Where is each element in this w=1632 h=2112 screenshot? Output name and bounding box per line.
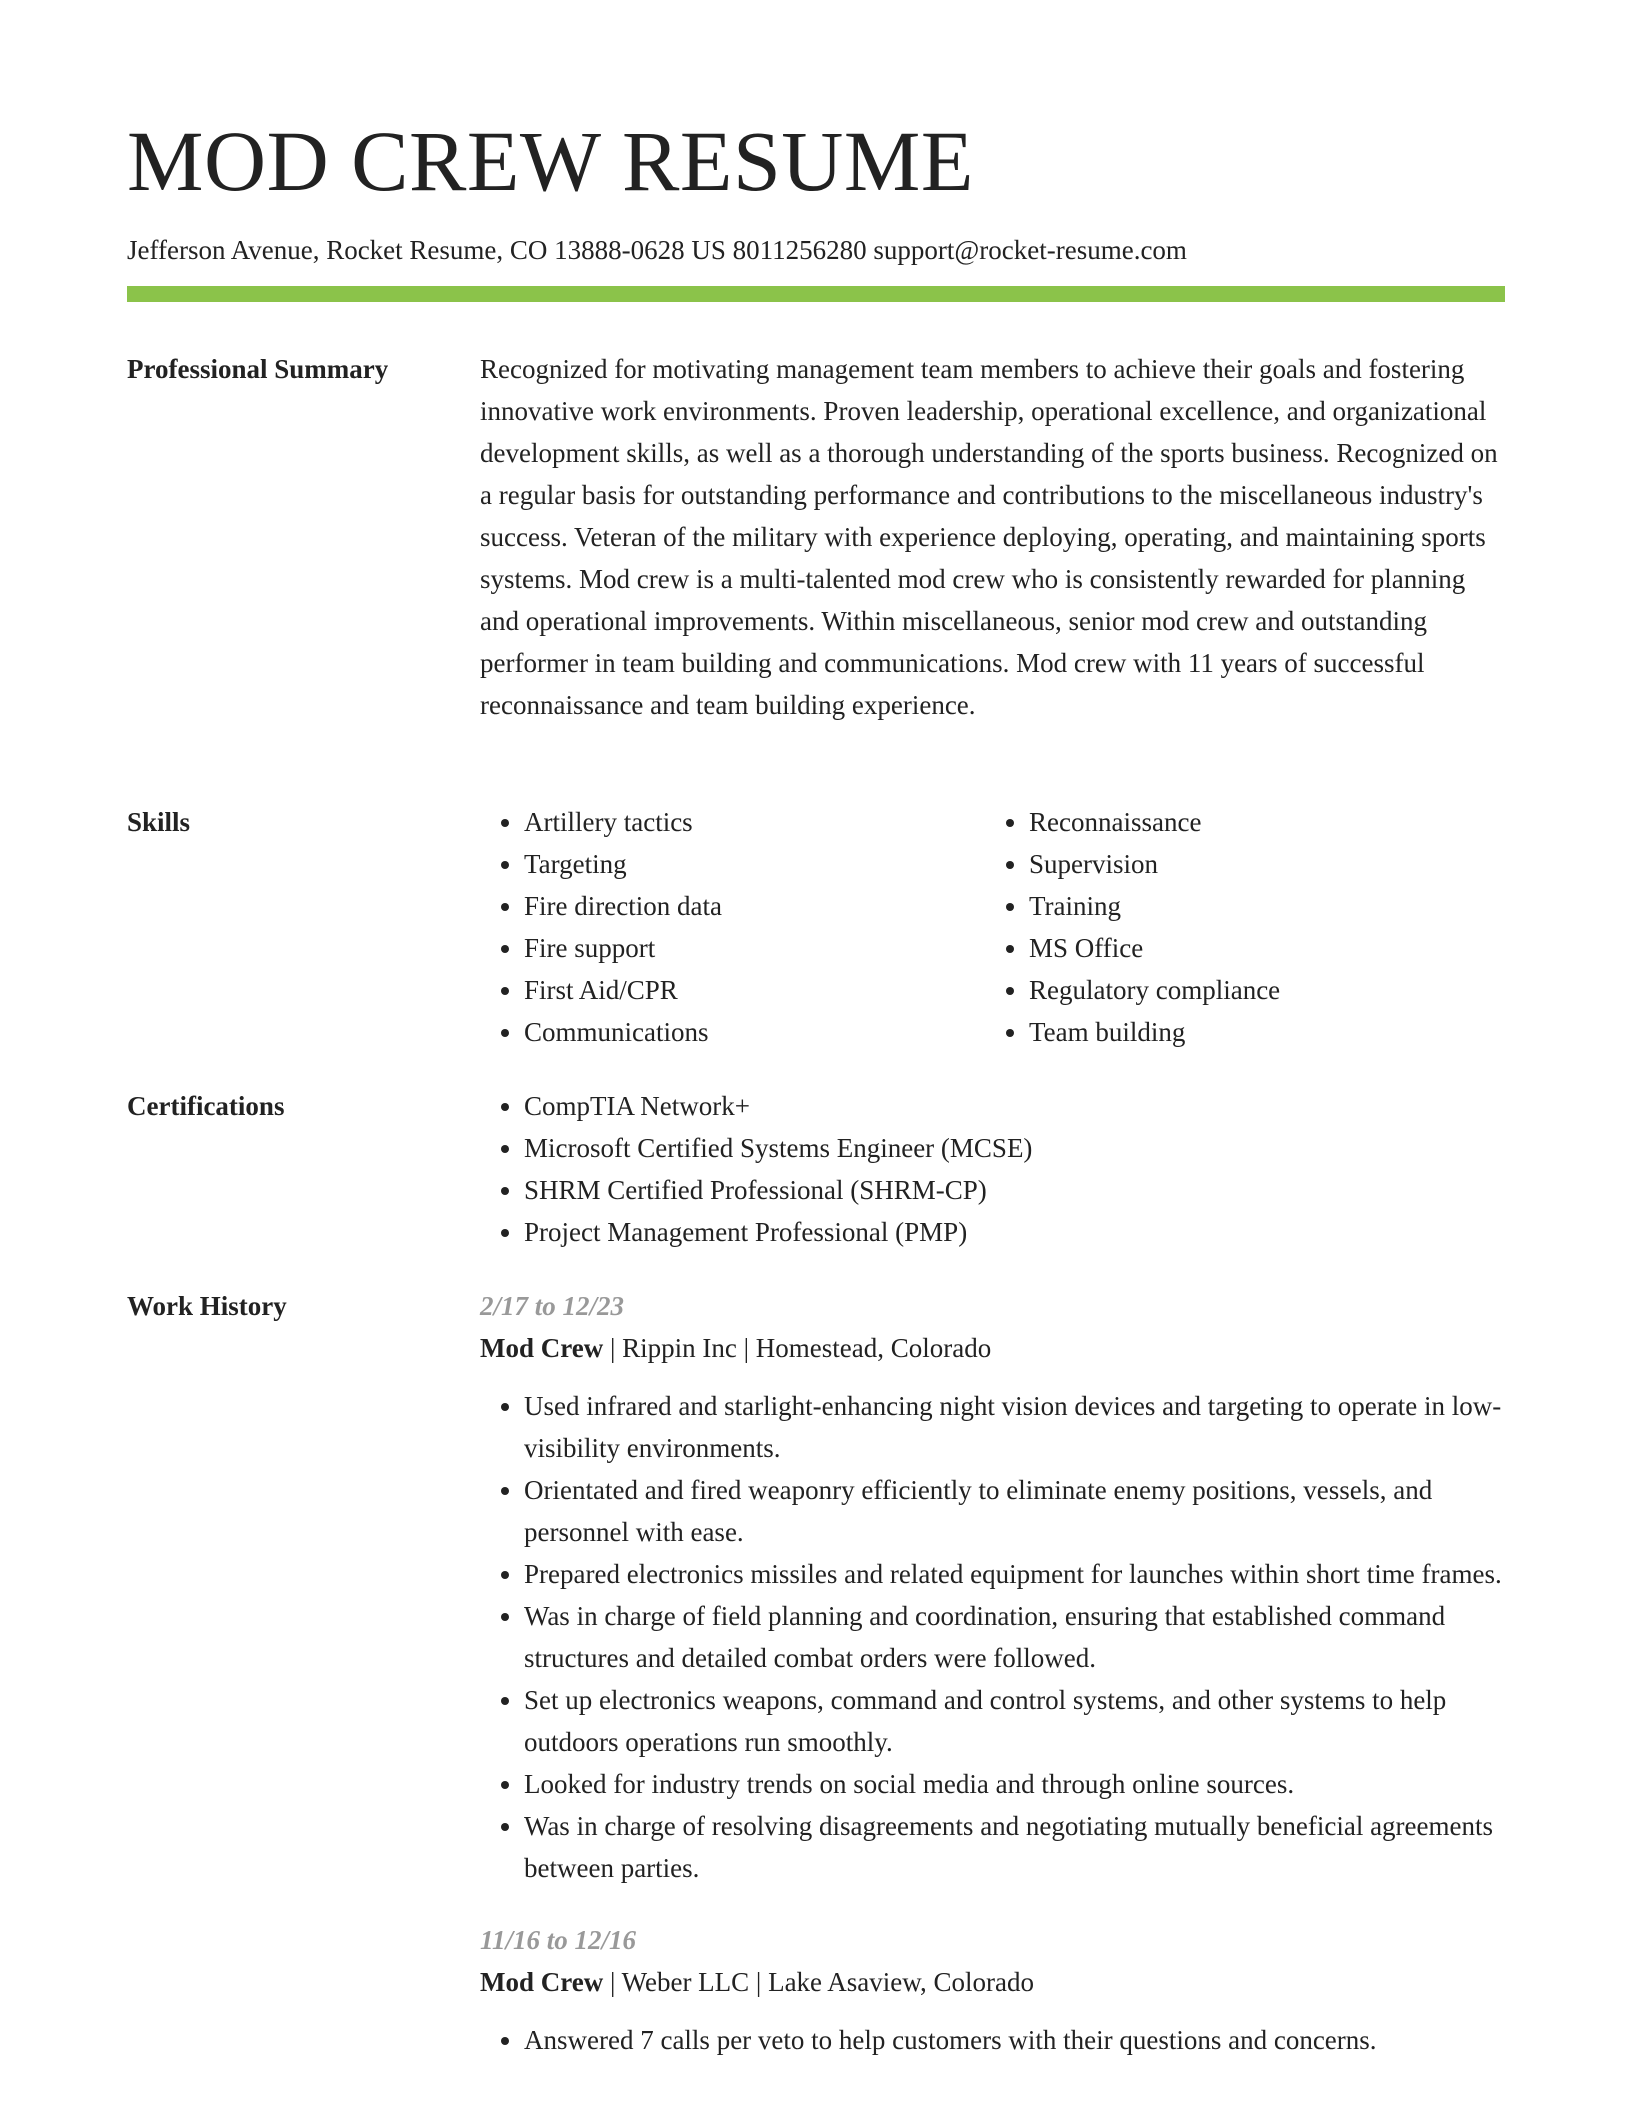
skills-list-left xyxy=(480,801,985,1053)
skill-item: • Artillery tactics xyxy=(524,801,985,843)
skill-item: • Fire direction data xyxy=(524,885,985,927)
job-bullet: • Orientated and fired weaponry efficiently to eliminate enemy positions, vessels, and personnel with ease. xyxy=(524,1469,1505,1553)
skill-item: • Targeting xyxy=(524,843,985,885)
job-dates: 11/16 to 12/16 xyxy=(480,1925,637,1955)
skills-body xyxy=(480,801,1505,1053)
job-bullets xyxy=(480,1385,1505,1889)
skill-item: • Regulatory compliance xyxy=(1029,969,1490,1011)
skill-item: • Communications xyxy=(524,1011,985,1053)
accent-divider xyxy=(127,286,1505,302)
job-heading xyxy=(480,1961,1505,2003)
section-title-skills: Skills xyxy=(127,807,191,837)
summary-text: Recognized for motivating management team members to achieve their goals and fostering innovative work environments. Proven leadership, operational excellence, and organizational development skills, as well as a thorough understanding of the sports business. Recognized on a regular basis for outstanding performance and contributions to the miscellaneous industry's success. Veteran of the military with experience deploying, operating, and maintaining sports systems. Mod crew is a multi-talented mod crew who is consistently rewarded for planning and operational improvements. Within miscellaneous, senior mod crew and outstanding performer in team building and communications. Mod crew with 11 years of successful reconnaissance and team building experience. xyxy=(480,354,1498,720)
job-dates: 2/17 to 12/23 xyxy=(480,1291,625,1321)
skills-column-left xyxy=(480,801,985,1053)
summary-body xyxy=(480,348,1505,726)
work-history-body xyxy=(480,1285,1505,2061)
skill-item: • Team building xyxy=(1029,1011,1490,1053)
job-heading xyxy=(480,1327,1505,1369)
job-entry xyxy=(480,1285,1505,1889)
skill-item: • Supervision xyxy=(1029,843,1490,885)
job-company-location: | Rippin Inc | Homestead, Colorado xyxy=(603,1333,992,1363)
skill-item: • Fire support xyxy=(524,927,985,969)
skills-list-right xyxy=(985,801,1490,1053)
section-title-certifications: Certifications xyxy=(127,1091,285,1121)
job-bullet: • Was in charge of field planning and coordination, ensuring that established command structures and detailed combat orders were followed. xyxy=(524,1595,1505,1679)
skill-item: • First Aid/CPR xyxy=(524,969,985,1011)
job-title: Mod Crew xyxy=(480,1333,604,1363)
section-title-summary: Professional Summary xyxy=(127,354,389,384)
certifications-list xyxy=(480,1085,1505,1253)
skill-item: • Reconnaissance xyxy=(1029,801,1490,843)
job-bullet: • Answered 7 calls per veto to help customers with their questions and concerns. xyxy=(524,2019,1505,2061)
job-bullet: • Looked for industry trends on social media and through online sources. xyxy=(524,1763,1505,1805)
resume-name: MOD CREW RESUME xyxy=(127,113,974,209)
certification-item: • CompTIA Network+ xyxy=(524,1085,1505,1127)
skills-column-right xyxy=(985,801,1490,1053)
job-title: Mod Crew xyxy=(480,1967,604,1997)
section-title-work-history: Work History xyxy=(127,1291,287,1321)
job-bullets xyxy=(480,2019,1505,2061)
certification-item: • SHRM Certified Professional (SHRM-CP) xyxy=(524,1169,1505,1211)
certifications-body xyxy=(480,1085,1505,1253)
job-bullet: • Set up electronics weapons, command and control systems, and other systems to help outdoors operations run smoothly. xyxy=(524,1679,1505,1763)
certification-item: • Project Management Professional (PMP) xyxy=(524,1211,1505,1253)
job-company-location: | Weber LLC | Lake Asaview, Colorado xyxy=(603,1967,1035,1997)
contact-line: Jefferson Avenue, Rocket Resume, CO 13888-0628 US 8011256280 support@rocket-resume.com xyxy=(127,235,1187,265)
job-bullet: • Was in charge of resolving disagreements and negotiating mutually beneficial agreements between parties. xyxy=(524,1805,1505,1889)
job-bullet: • Used infrared and starlight-enhancing night vision devices and targeting to operate in low-visibility environments. xyxy=(524,1385,1505,1469)
certification-item: • Microsoft Certified Systems Engineer (MCSE) xyxy=(524,1127,1505,1169)
job-entry xyxy=(480,1919,1505,2061)
job-bullet: • Prepared electronics missiles and related equipment for launches within short time frames. xyxy=(524,1553,1505,1595)
skill-item: • Training xyxy=(1029,885,1490,927)
skill-item: • MS Office xyxy=(1029,927,1490,969)
